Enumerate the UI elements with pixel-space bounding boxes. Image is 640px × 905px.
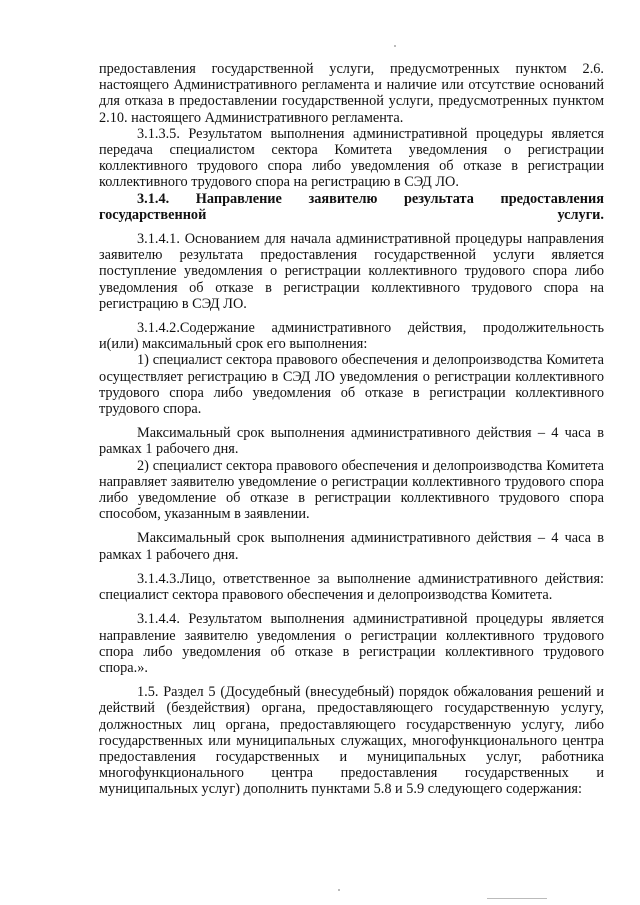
paragraph-continuation: предоставления государственной услуги, предусмотренных пунктом 2.6. настоящего Административного регламента и наличие или отсутствие оснований для отказа в предоставлении государственной услуги, предусмотренных пунктом 2.10. настоящего Административного регламента. xyxy=(99,61,604,126)
scan-speck xyxy=(394,45,396,47)
paragraph-3-1-3-5: 3.1.3.5. Результатом выполнения административной процедуры является передача специалистом сектора Комитета уведомления о регистрации коллективного трудового спора либо уведомления об отказе в регистрации коллективного трудового спора на регистрацию в СЭД ЛО. xyxy=(99,125,604,191)
list-item-1: 1) специалист сектора правового обеспечения и делопроизводства Комитета осуществляет регистрацию в СЭД ЛО уведомления о регистрации коллективного трудового спора либо уведомления об отказе в регистрации коллективного трудового спора. xyxy=(99,352,604,418)
document-body xyxy=(99,61,604,798)
paragraph-3-1-4-1: 3.1.4.1. Основанием для начала административной процедуры направления заявителю результата предоставления государственной услуги является поступление уведомления о регистрации коллективного трудового спора либо уведомления об отказе в регистрации коллективного трудового спора на регистрацию в СЭД ЛО. xyxy=(99,231,604,312)
list-item-2: 2) специалист сектора правового обеспечения и делопроизводства Комитета направляет заявителю уведомление о регистрации коллективного трудового спора либо уведомление об отказе в регистрации коллективного трудового спора способом, указанным в заявлении. xyxy=(99,457,604,523)
scan-speck xyxy=(338,889,340,891)
paragraph-3-1-4-3: 3.1.4.3.Лицо, ответственное за выполнение административного действия: специалист сектора правового обеспечения и делопроизводства Комитета. xyxy=(99,570,604,604)
scan-mark xyxy=(487,898,547,899)
heading-3-1-4: 3.1.4. Направление заявителю результата предоставления государственной услуги. xyxy=(99,190,604,223)
paragraph-max-time-1: Максимальный срок выполнения административного действия – 4 часа в рамках 1 рабочего дня. xyxy=(99,425,604,458)
paragraph-max-time-2: Максимальный срок выполнения административного действия – 4 часа в рамках 1 рабочего дня. xyxy=(99,530,604,563)
paragraph-3-1-4-4: 3.1.4.4. Результатом выполнения административной процедуры является направление заявителю уведомления о регистрации коллективного трудового спора либо уведомления об отказе в регистрации коллективного трудового спора.». xyxy=(99,611,604,676)
paragraph-3-1-4-2: 3.1.4.2.Содержание административного действия, продолжительность и(или) максимальный срок его выполнения: xyxy=(99,320,604,353)
paragraph-1-5: 1.5. Раздел 5 (Досудебный (внесудебный) порядок обжалования решений и действий (бездействия) органа, предоставляющего государственную услугу, должностных лиц органа, предоставляющего государственную услугу, либо государственных или муниципальных служащих, многофункционального центра предоставления государственных и муниципальных услуг, работника многофункционального центра предоставления государственных и муниципальных услуг) дополнить пунктами 5.8 и 5.9 следующего содержания: xyxy=(99,684,604,798)
